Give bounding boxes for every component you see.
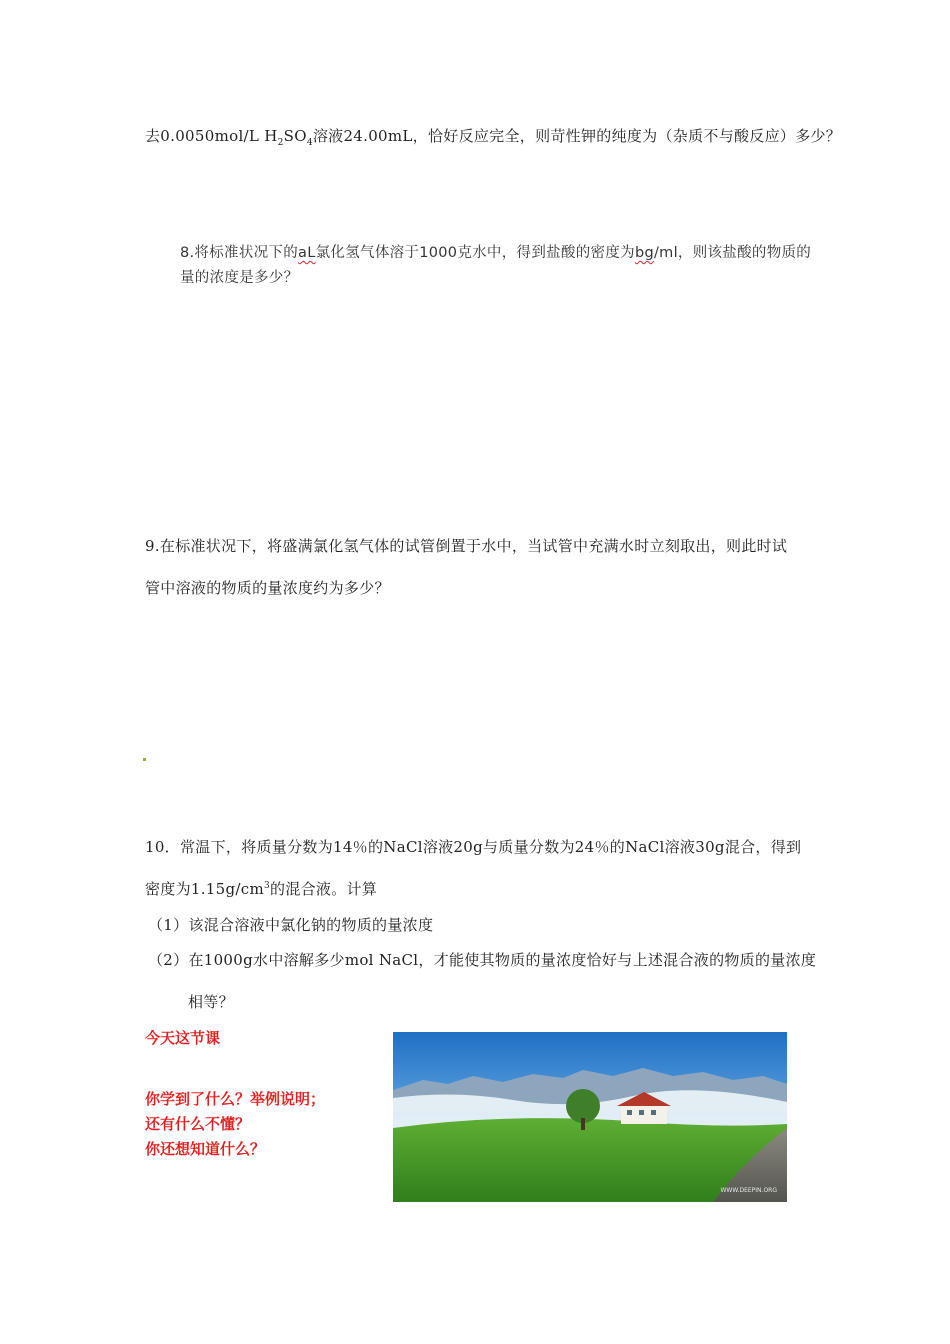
q7-text-a: 去0.0050mol/L H (145, 127, 278, 145)
tree-trunk (581, 1118, 585, 1130)
question-10-item-2: （2）在1000g水中溶解多少mol NaCl，才能使其物质的量浓度恰好与上述混合液的物质的量浓度 (148, 951, 817, 969)
q8-var-a: aL (298, 245, 316, 261)
q7-sub-2: 4 (306, 138, 313, 148)
q10-sup: 3 (263, 881, 271, 891)
q8-text-b: 氯化氢气体溶于1000克水中，得到盐酸的密度为 (315, 245, 635, 261)
stray-dot (143, 758, 146, 761)
q7-text-b: SO (283, 127, 307, 145)
question-9-line-1: 9.在标准状况下，将盛满氯化氢气体的试管倒置于水中，当试管中充满水时立刻取出，则此时试 (145, 537, 788, 555)
q8-text-a: 8.将标准状况下的 (180, 245, 299, 261)
q8-text-c: /ml，则该盐酸的物质的 (653, 245, 812, 261)
question-10-line-1: 10．常温下，将质量分数为14％的NaCl溶液20g与质量分数为24％的NaCl溶液30g混合，得到 (145, 838, 802, 856)
reflection-title: 今天这节课 (145, 1029, 221, 1047)
question-10-line-2 (145, 878, 377, 899)
reflection-question-3: 你还想知道什么？ (145, 1140, 266, 1158)
q8-var-b: bg (634, 245, 654, 261)
reflection-question-1: 你学到了什么？举例说明； (145, 1090, 326, 1108)
question-9-line-2: 管中溶液的物质的量浓度约为多少？ (145, 579, 390, 597)
q10-density-text: 密度为1.15g/cm (145, 880, 264, 898)
landscape-image (393, 1032, 787, 1202)
q10-calc-text: 的混合液。计算 (270, 880, 378, 898)
question-8-line-2: 量的浓度是多少？ (180, 270, 299, 286)
question-7-continuation (145, 125, 841, 148)
q7-text-c: 溶液24.00mL，恰好反应完全，则苛性钾的纯度为（杂质不与酸反应）多少？ (312, 127, 842, 145)
reflection-question-2: 还有什么不懂？ (145, 1115, 251, 1133)
question-8-line-1 (180, 241, 811, 262)
question-10-item-1: （1）该混合溶液中氯化钠的物质的量浓度 (148, 916, 434, 934)
q7-sub-1: 2 (277, 138, 284, 148)
question-10-item-2-continuation: 相等？ (188, 993, 234, 1011)
image-watermark: WWW.DEEPIN.ORG (720, 1187, 777, 1194)
tree (566, 1089, 600, 1123)
